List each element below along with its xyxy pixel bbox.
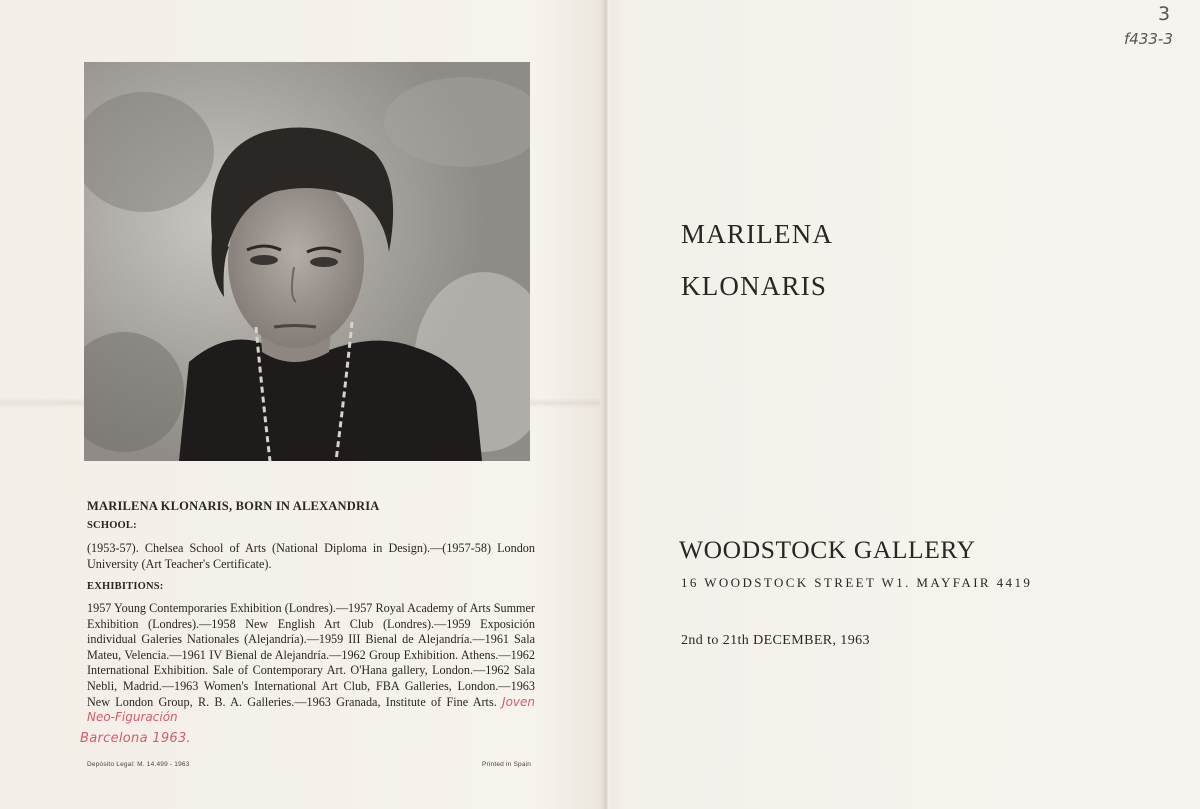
artist-name: [681, 208, 833, 312]
handwritten-note-joven: Joven Neo-Figuración: [87, 694, 536, 725]
gallery-address: 16 WOODSTOCK STREET W1. MAYFAIR 4419: [681, 575, 1033, 590]
legal-deposit-footer: Depósito Legal: M. 14.499 - 1963: [87, 761, 190, 768]
archive-reference: f433-3: [1124, 30, 1173, 48]
right-page: [610, 0, 1200, 809]
exhibitions-text: 1957 Young Contemporaries Exhibition (Londres).—1957 Royal Academy of Arts Summer Exhibition (Londres).—1958 New English Art Club (Londres).—1959 Exposición individual Galeries Nationales (Alejandría).—1959 III Bienal de Alejandría.—1961 Sala Mateu, Velencia.—1961 IV Bienal de Alejandría.—1962 Group Exhibition. Athens.—1962 International Exhibition. Sale of Contemporary Art. O'Hana gallery, London.—1962 Sala Nebli, Madrid.—1963 Women's International Art Club, FBA Galleries, London.—1963 New London Group, R. B. A. Galleries.—1963 Granada, Institute of Fine Arts.: [87, 601, 535, 709]
school-label: SCHOOL:: [87, 520, 137, 531]
artist-last-name: KLONARIS: [681, 271, 828, 301]
gallery-name: WOODSTOCK GALLERY: [679, 535, 976, 564]
exhibition-dates: 2nd to 21th DECEMBER, 1963: [681, 633, 870, 648]
school-text: (1953-57). Chelsea School of Arts (National Diploma in Design).—(1957-58) London University (Art Teacher's Certificate).: [87, 541, 535, 571]
exhibitions-block: [87, 601, 535, 726]
artist-portrait-photo: [84, 62, 530, 461]
archive-number: 3: [1158, 3, 1171, 25]
handwritten-note-barcelona: Barcelona 1963.: [80, 731, 191, 746]
portrait-illustration: [84, 62, 530, 461]
exhibitions-label: EXHIBITIONS:: [87, 581, 164, 592]
printed-in-footer: Printed in Spain: [482, 761, 532, 768]
bio-title: MARILENA KLONARIS, BORN IN ALEXANDRIA: [87, 499, 380, 513]
artist-first-name: MARILENA: [681, 219, 834, 249]
